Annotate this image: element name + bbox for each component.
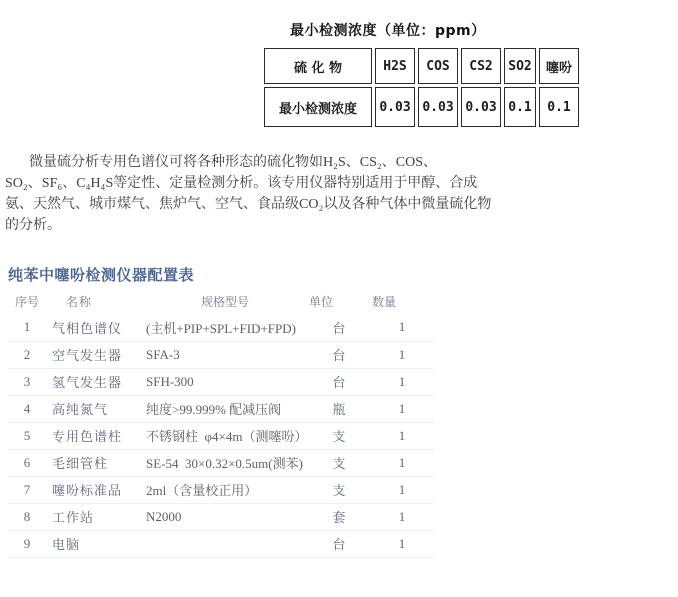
table-row bbox=[8, 476, 434, 503]
item-name-cell: 高纯氮气 bbox=[52, 402, 109, 417]
table-row bbox=[264, 48, 579, 84]
min-detection-table bbox=[261, 45, 582, 130]
min-table-value-cell: 0.03 bbox=[418, 87, 458, 127]
item-spec-cell: N2000 bbox=[146, 508, 182, 524]
min-table-header-cell: COS bbox=[418, 48, 458, 84]
paragraph-line: 微量硫分析专用色谱仪可将各种形态的硫化物如H₂S、CS₂、COS、 bbox=[29, 155, 438, 170]
item-name-cell: 噻吩标准品 bbox=[52, 483, 123, 498]
item-unit-cell: 台 bbox=[332, 375, 346, 390]
item-qty-cell: 1 bbox=[398, 427, 406, 443]
table-row bbox=[8, 395, 434, 422]
item-unit-cell: 台 bbox=[332, 537, 346, 552]
item-name-cell: 空气发生器 bbox=[52, 348, 123, 363]
item-qty-cell: 1 bbox=[398, 454, 406, 470]
config-table bbox=[8, 288, 434, 558]
table-row bbox=[8, 341, 434, 368]
paragraph-line: 氨、天然气、城市煤气、焦炉气、空气、食品级CO₂以及各种气体中微量硫化物 bbox=[5, 197, 492, 212]
item-name-cell: 气相色谱仪 bbox=[52, 320, 123, 336]
row-number-cell: 1 bbox=[23, 319, 31, 335]
item-qty-cell: 1 bbox=[398, 508, 406, 524]
min-table-header-cell: 硫 化 物 bbox=[264, 48, 372, 84]
min-table-value-cell: 0.03 bbox=[461, 87, 501, 127]
min-table-header-cell: CS2 bbox=[461, 48, 501, 84]
table-row bbox=[8, 368, 434, 395]
item-spec-cell: 纯度>99.999% 配减压阀 bbox=[146, 402, 282, 417]
row-number-cell: 4 bbox=[23, 400, 31, 416]
item-qty-cell: 1 bbox=[398, 346, 406, 362]
row-number-cell: 9 bbox=[23, 535, 31, 551]
item-spec-cell: SFA-3 bbox=[146, 346, 180, 362]
min-table-header-cell: 噻吩 bbox=[539, 48, 579, 84]
paragraph-line: 的分析。 bbox=[5, 218, 61, 233]
min-table-value-cell: 0.03 bbox=[375, 87, 415, 127]
item-name-cell: 专用色谱柱 bbox=[52, 429, 123, 444]
column-header-no: 序号 bbox=[14, 294, 39, 309]
item-qty-cell: 1 bbox=[398, 319, 406, 335]
column-header-qty: 数量 bbox=[371, 294, 396, 309]
item-qty-cell: 1 bbox=[398, 481, 406, 497]
item-spec-cell: SFH-300 bbox=[146, 373, 194, 389]
row-number-cell: 6 bbox=[23, 454, 31, 470]
intro-paragraph bbox=[5, 152, 491, 236]
item-name-cell: 工作站 bbox=[52, 510, 95, 525]
config-table-header-row bbox=[8, 288, 434, 314]
table-row bbox=[8, 503, 434, 530]
paragraph-line: SO₂、SF₆、C₄H₄S等定性、定量检测分析。该专用仪器特别适用于甲醇、合成 bbox=[5, 176, 478, 191]
config-table-body bbox=[8, 314, 434, 557]
row-number-cell: 7 bbox=[23, 481, 31, 497]
column-header-name: 名称 bbox=[66, 294, 93, 309]
min-table-value-cell: 0.1 bbox=[539, 87, 579, 127]
min-table-value-cell: 0.1 bbox=[504, 87, 536, 127]
item-unit-cell: 台 bbox=[332, 320, 346, 336]
min-detection-title: 最小检测浓度（单位：ppm） bbox=[290, 23, 486, 39]
item-name-cell: 电脑 bbox=[52, 537, 81, 552]
item-name-cell: 毛细管柱 bbox=[52, 456, 109, 471]
min-table-value-cell: 最小检测浓度 bbox=[264, 87, 372, 127]
item-spec-cell: SE-54 30×0.32×0.5um(测苯) bbox=[146, 456, 303, 471]
item-spec-cell: (主机+PIP+SPL+FID+FPD) bbox=[146, 320, 296, 336]
table-row bbox=[8, 530, 434, 557]
column-header-unit: 单位 bbox=[308, 294, 333, 309]
item-unit-cell: 支 bbox=[332, 483, 346, 498]
column-header-spec: 规格型号 bbox=[200, 294, 249, 309]
row-number-cell: 2 bbox=[23, 346, 31, 362]
item-unit-cell: 瓶 bbox=[332, 402, 346, 417]
item-spec-cell: 2ml（含量校正用） bbox=[146, 483, 258, 498]
item-qty-cell: 1 bbox=[398, 373, 406, 389]
row-number-cell: 8 bbox=[23, 508, 31, 524]
item-qty-cell: 1 bbox=[398, 535, 406, 551]
item-spec-cell: 不锈钢柱 φ4×4m（测噻吩） bbox=[146, 429, 308, 444]
config-table-title: 纯苯中噻吩检测仪器配置表 bbox=[8, 268, 195, 284]
min-table-header-cell: H2S bbox=[375, 48, 415, 84]
item-unit-cell: 台 bbox=[332, 348, 346, 363]
table-row bbox=[8, 314, 434, 341]
row-number-cell: 5 bbox=[23, 427, 31, 443]
item-unit-cell: 支 bbox=[332, 429, 346, 444]
item-unit-cell: 支 bbox=[332, 456, 346, 471]
table-row bbox=[8, 422, 434, 449]
item-name-cell: 氢气发生器 bbox=[52, 375, 123, 390]
item-qty-cell: 1 bbox=[398, 400, 406, 416]
item-unit-cell: 套 bbox=[332, 510, 346, 525]
table-row bbox=[8, 449, 434, 476]
item-spec-cell bbox=[142, 530, 308, 557]
row-number-cell: 3 bbox=[23, 373, 31, 389]
table-row bbox=[264, 87, 579, 127]
min-table-header-cell: SO2 bbox=[504, 48, 536, 84]
